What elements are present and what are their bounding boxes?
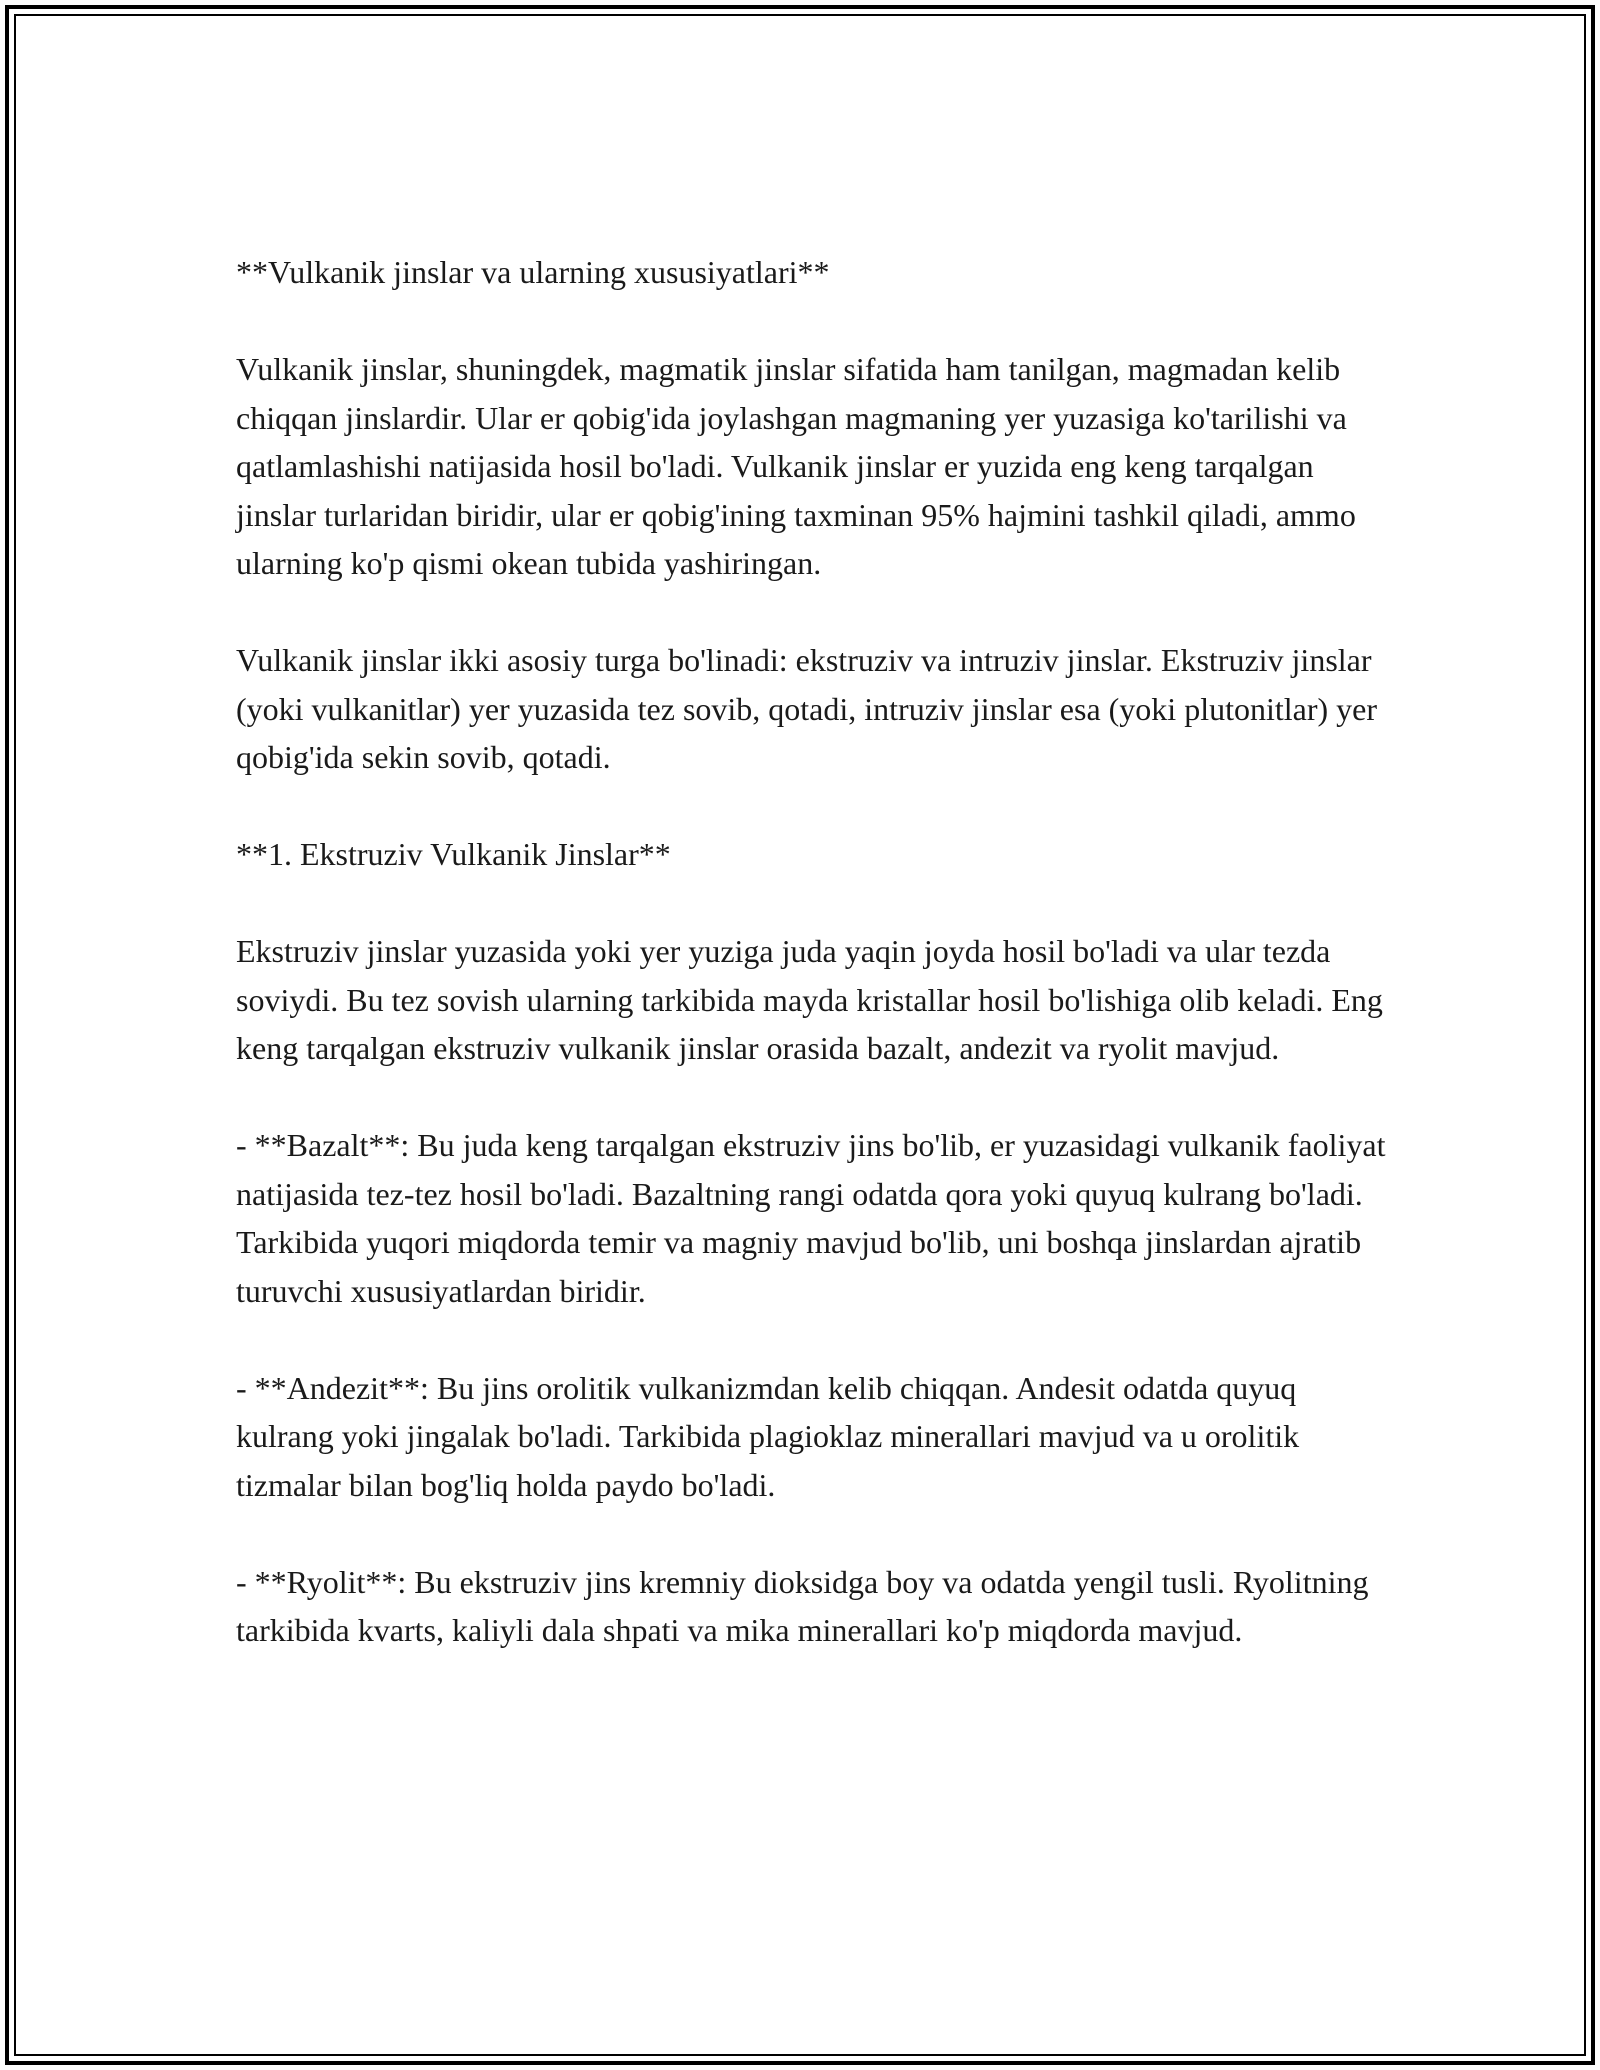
document-body [236, 248, 1386, 1703]
list-item-ryolit: - **Ryolit**: Bu ekstruziv jins kremniy dioksidga boy va odatda yengil tusli. Ryolitning tarkibida kvarts, kaliyli dala shpati va mika minerallari ko'p miqdorda mavjud. [236, 1563, 1369, 1648]
extrusive-paragraph: Ekstruziv jinslar yuzasida yoki yer yuziga juda yaqin joyda hosil bo'ladi va ular tezda soviydi. Bu tez sovish ularning tarkibida mayda kristallar hosil bo'lishiga olib keladi. Eng keng tarqalgan ekstruziv vulkanik jinslar orasida bazalt, andezit va ryolit mavjud. [236, 933, 1383, 1066]
intro-paragraph: Vulkanik jinslar, shuningdek, magmatik jinslar sifatida ham tanilgan, magmadan kelib chiqqan jinslardir. Ular er qobig'ida joylashgan magmaning yer yuzasiga ko'tarilishi va qatlamlashishi natijasida hosil bo'ladi. Vulkanik jinslar er yuzida eng keng tarqalgan jinslar turlaridan biridir, ular er qobig'ining taxminan 95% hajmini tashkil qiladi, ammo ularning ko'p qismi okean tubida yashiringan. [236, 351, 1356, 581]
types-paragraph: Vulkanik jinslar ikki asosiy turga bo'linadi: ekstruziv va intruziv jinslar. Ekstruziv jinslar (yoki vulkanitlar) yer yuzasida tez sovib, qotadi, intruziv jinslar esa (yoki plutonitlar) yer qobig'ida sekin sovib, qotadi. [236, 642, 1378, 775]
list-item-bazalt: - **Bazalt**: Bu juda keng tarqalgan ekstruziv jins bo'lib, er yuzasidagi vulkanik faoliyat natijasida tez-tez hosil bo'ladi. Bazaltning rangi odatda qora yoki quyuq kulrang bo'ladi. Tarkibida yuqori miqdorda temir va magniy mavjud bo'lib, uni boshqa jinslardan ajratib turuvchi xususiyatlardan biridir. [236, 1127, 1386, 1309]
section-heading-extrusive: **1. Ekstruziv Vulkanik Jinslar** [236, 836, 671, 872]
list-item-andezit: - **Andezit**: Bu jins orolitik vulkanizmdan kelib chiqqan. Andesit odatda quyuq kulrang yoki jingalak bo'ladi. Tarkibida plagioklaz minerallari mavjud va u orolitik tizmalar bilan bog'liq holda paydo bo'ladi. [236, 1369, 1300, 1503]
document-heading: **Vulkanik jinslar va ularning xususiyatlari** [236, 254, 830, 290]
